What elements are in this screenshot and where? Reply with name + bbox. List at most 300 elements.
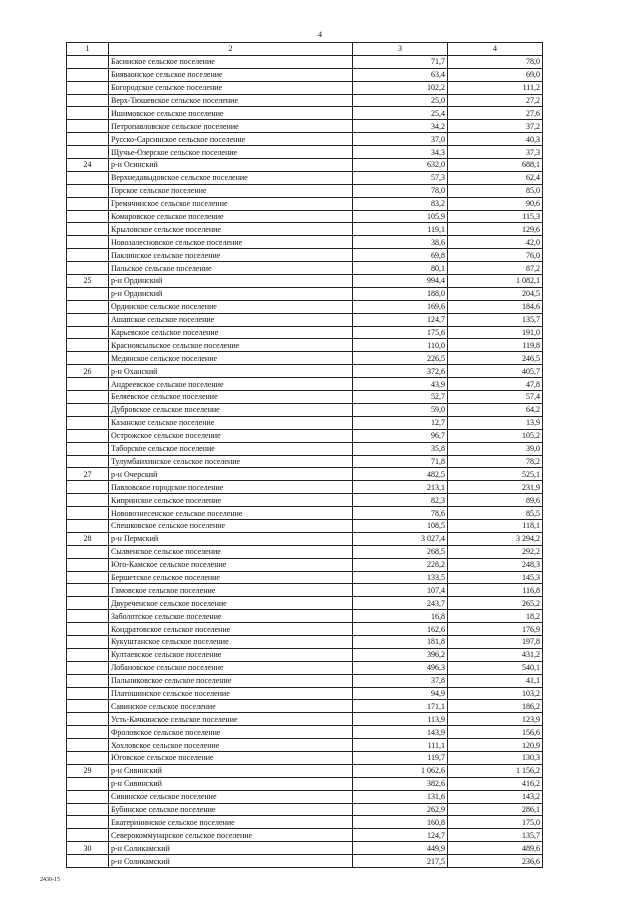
territory-name-cell: Андреевское сельское поселение — [109, 378, 353, 391]
row-number-cell — [67, 378, 109, 391]
territory-name-cell: Дубровское сельское поселение — [109, 403, 353, 416]
row-number-cell — [67, 184, 109, 197]
row-number-cell — [67, 481, 109, 494]
row-number-cell — [67, 597, 109, 610]
table-row — [67, 571, 543, 584]
territory-name-cell: Северокоммунарское сельское поселение — [109, 829, 353, 842]
territory-name-cell: Платошинское сельское поселение — [109, 687, 353, 700]
value-col3-cell: 71,8 — [353, 455, 448, 468]
value-col3-cell: 57,3 — [353, 171, 448, 184]
territory-name-cell: Сылвенское сельское поселение — [109, 545, 353, 558]
value-col4-cell: 405,7 — [448, 365, 543, 378]
table-row — [67, 842, 543, 855]
territory-name-cell: Горское сельское поселение — [109, 184, 353, 197]
row-number-cell — [67, 610, 109, 623]
row-number-cell: 28 — [67, 532, 109, 545]
value-col3-cell: 496,3 — [353, 661, 448, 674]
table-body — [67, 55, 543, 867]
table-row — [67, 803, 543, 816]
budget-table — [66, 42, 543, 868]
territory-name-cell: Усть-Качкинское сельское поселение — [109, 713, 353, 726]
row-number-cell: 26 — [67, 365, 109, 378]
value-col3-cell: 94,9 — [353, 687, 448, 700]
table-row — [67, 635, 543, 648]
value-col4-cell: 525,1 — [448, 468, 543, 481]
table-row — [67, 146, 543, 159]
value-col4-cell: 78,2 — [448, 455, 543, 468]
value-col3-cell: 382,6 — [353, 777, 448, 790]
territory-name-cell: Паклинское сельское поселение — [109, 249, 353, 262]
value-col4-cell: 246,5 — [448, 352, 543, 365]
row-number-cell — [67, 197, 109, 210]
table-row — [67, 275, 543, 288]
territory-name-cell: р-н Сивинский — [109, 777, 353, 790]
table-row — [67, 713, 543, 726]
row-number-cell — [67, 635, 109, 648]
table-row — [67, 455, 543, 468]
row-number-cell — [67, 442, 109, 455]
row-number-cell — [67, 68, 109, 81]
value-col3-cell: 994,4 — [353, 275, 448, 288]
row-number-cell — [67, 739, 109, 752]
territory-name-cell: Пальниковское сельское поселение — [109, 674, 353, 687]
territory-name-cell: Верхнедавыдовское сельское поселение — [109, 171, 353, 184]
table-row — [67, 120, 543, 133]
value-col3-cell: 105,9 — [353, 210, 448, 223]
table-row — [67, 197, 543, 210]
value-col4-cell: 489,6 — [448, 842, 543, 855]
territory-name-cell: Бубинское сельское поселение — [109, 803, 353, 816]
table-row — [67, 764, 543, 777]
table-row — [67, 107, 543, 120]
row-number-cell — [67, 55, 109, 68]
value-col3-cell: 37,8 — [353, 674, 448, 687]
row-number-cell — [67, 700, 109, 713]
value-col4-cell: 85,5 — [448, 507, 543, 520]
value-col3-cell: 133,5 — [353, 571, 448, 584]
value-col3-cell: 107,4 — [353, 584, 448, 597]
value-col3-cell: 108,5 — [353, 519, 448, 532]
value-col3-cell: 226,5 — [353, 352, 448, 365]
table-row — [67, 300, 543, 313]
table-row — [67, 519, 543, 532]
value-col3-cell: 124,7 — [353, 313, 448, 326]
value-col4-cell: 248,3 — [448, 558, 543, 571]
value-col3-cell: 262,9 — [353, 803, 448, 816]
value-col3-cell: 449,9 — [353, 842, 448, 855]
table-row — [67, 403, 543, 416]
table-row — [67, 159, 543, 172]
table-row — [67, 661, 543, 674]
value-col3-cell: 143,9 — [353, 726, 448, 739]
row-number-cell: 27 — [67, 468, 109, 481]
table-row — [67, 481, 543, 494]
territory-name-cell: Богородское сельское поселение — [109, 81, 353, 94]
value-col4-cell: 89,6 — [448, 494, 543, 507]
value-col4-cell: 231,9 — [448, 481, 543, 494]
value-col4-cell: 292,2 — [448, 545, 543, 558]
value-col3-cell: 34,2 — [353, 120, 448, 133]
value-col4-cell: 78,0 — [448, 55, 543, 68]
value-col4-cell: 197,8 — [448, 635, 543, 648]
table-row — [67, 597, 543, 610]
value-col3-cell: 162,6 — [353, 623, 448, 636]
territory-name-cell: Гамовское сельское поселение — [109, 584, 353, 597]
value-col3-cell: 71,7 — [353, 55, 448, 68]
value-col3-cell: 131,6 — [353, 790, 448, 803]
value-col4-cell: 184,6 — [448, 300, 543, 313]
table-row — [67, 81, 543, 94]
value-col3-cell: 113,9 — [353, 713, 448, 726]
value-col4-cell: 87,2 — [448, 262, 543, 275]
territory-name-cell: Бияваонское сельское поселение — [109, 68, 353, 81]
row-number-cell — [67, 133, 109, 146]
value-col3-cell: 78,6 — [353, 507, 448, 520]
territory-name-cell: Медянское сельское поселение — [109, 352, 353, 365]
value-col3-cell: 34,3 — [353, 146, 448, 159]
value-col4-cell: 42,0 — [448, 236, 543, 249]
table-row — [67, 249, 543, 262]
territory-name-cell: Нововознесенское сельское поселение — [109, 507, 353, 520]
row-number-cell: 30 — [67, 842, 109, 855]
row-number-cell — [67, 262, 109, 275]
territory-name-cell: Павловское городское поселение — [109, 481, 353, 494]
value-col3-cell: 268,5 — [353, 545, 448, 558]
value-col4-cell: 156,6 — [448, 726, 543, 739]
value-col4-cell: 116,8 — [448, 584, 543, 597]
territory-name-cell: Басинское сельское поселение — [109, 55, 353, 68]
value-col4-cell: 90,6 — [448, 197, 543, 210]
value-col3-cell: 228,2 — [353, 558, 448, 571]
territory-name-cell: Юго-Камское сельское поселение — [109, 558, 353, 571]
row-number-cell — [67, 855, 109, 868]
value-col4-cell: 143,2 — [448, 790, 543, 803]
territory-name-cell: Казанское сельское поселение — [109, 416, 353, 429]
row-number-cell — [67, 339, 109, 352]
table-row — [67, 287, 543, 300]
value-col3-cell: 25,4 — [353, 107, 448, 120]
row-number-cell — [67, 507, 109, 520]
value-col3-cell: 243,7 — [353, 597, 448, 610]
row-number-cell — [67, 777, 109, 790]
value-col3-cell: 175,6 — [353, 326, 448, 339]
table-row — [67, 584, 543, 597]
value-col3-cell: 372,6 — [353, 365, 448, 378]
value-col4-cell: 175,0 — [448, 816, 543, 829]
value-col3-cell: 124,7 — [353, 829, 448, 842]
footer-code: 2430-15 — [40, 877, 60, 883]
value-col4-cell: 186,2 — [448, 700, 543, 713]
value-col4-cell: 3 294,2 — [448, 532, 543, 545]
value-col3-cell: 632,0 — [353, 159, 448, 172]
value-col4-cell: 40,3 — [448, 133, 543, 146]
value-col3-cell: 102,2 — [353, 81, 448, 94]
value-col4-cell: 145,3 — [448, 571, 543, 584]
row-number-cell — [67, 674, 109, 687]
value-col3-cell: 37,0 — [353, 133, 448, 146]
table-row — [67, 184, 543, 197]
value-col3-cell: 78,0 — [353, 184, 448, 197]
territory-name-cell: Красноясыльское сельское поселение — [109, 339, 353, 352]
value-col4-cell: 69,0 — [448, 68, 543, 81]
territory-name-cell: Гремячинское сельское поселение — [109, 197, 353, 210]
territory-name-cell: Кипринское сельское поселение — [109, 494, 353, 507]
value-col3-cell: 1 062,6 — [353, 764, 448, 777]
table-row — [67, 326, 543, 339]
value-col4-cell: 37,2 — [448, 120, 543, 133]
row-number-cell — [67, 300, 109, 313]
value-col4-cell: 416,2 — [448, 777, 543, 790]
row-number-cell — [67, 751, 109, 764]
table-row — [67, 739, 543, 752]
table-row — [67, 623, 543, 636]
table-row — [67, 236, 543, 249]
territory-name-cell: Екатерининское сельское поселение — [109, 816, 353, 829]
row-number-cell — [67, 107, 109, 120]
table-row — [67, 558, 543, 571]
value-col3-cell: 111,1 — [353, 739, 448, 752]
table-row — [67, 700, 543, 713]
row-number-cell: 25 — [67, 275, 109, 288]
value-col3-cell: 12,7 — [353, 416, 448, 429]
table-row — [67, 313, 543, 326]
table-row — [67, 223, 543, 236]
territory-name-cell: Ординское сельское поселение — [109, 300, 353, 313]
territory-name-cell: Верх-Тюшевское сельское поселение — [109, 94, 353, 107]
value-col4-cell: 129,6 — [448, 223, 543, 236]
row-number-cell — [67, 816, 109, 829]
row-number-cell — [67, 726, 109, 739]
table-row — [67, 545, 543, 558]
value-col3-cell: 169,6 — [353, 300, 448, 313]
table-row — [67, 391, 543, 404]
value-col3-cell: 52,7 — [353, 391, 448, 404]
table-row — [67, 648, 543, 661]
table-row — [67, 55, 543, 68]
row-number-cell — [67, 648, 109, 661]
row-number-cell — [67, 313, 109, 326]
value-col3-cell: 16,8 — [353, 610, 448, 623]
value-col3-cell: 181,8 — [353, 635, 448, 648]
table-row — [67, 829, 543, 842]
table-row — [67, 726, 543, 739]
territory-name-cell: р-н Сивинский — [109, 764, 353, 777]
table-row — [67, 674, 543, 687]
value-col4-cell: 191,0 — [448, 326, 543, 339]
row-number-cell — [67, 687, 109, 700]
column-header-4: 4 — [448, 43, 543, 56]
value-col4-cell: 115,3 — [448, 210, 543, 223]
value-col4-cell: 47,8 — [448, 378, 543, 391]
column-header-3: 3 — [353, 43, 448, 56]
column-header-1: 1 — [67, 43, 109, 56]
row-number-cell: 24 — [67, 159, 109, 172]
row-number-cell — [67, 249, 109, 262]
table-row — [67, 610, 543, 623]
row-number-cell — [67, 623, 109, 636]
value-col4-cell: 27,2 — [448, 94, 543, 107]
territory-name-cell: Таборское сельское поселение — [109, 442, 353, 455]
value-col3-cell: 38,6 — [353, 236, 448, 249]
row-number-cell — [67, 81, 109, 94]
table-row — [67, 507, 543, 520]
row-number-cell — [67, 455, 109, 468]
value-col3-cell: 171,1 — [353, 700, 448, 713]
row-number-cell — [67, 120, 109, 133]
territory-name-cell: Хохловское сельское поселение — [109, 739, 353, 752]
table-row — [67, 210, 543, 223]
value-col4-cell: 1 156,2 — [448, 764, 543, 777]
value-col4-cell: 120,9 — [448, 739, 543, 752]
value-col3-cell: 69,8 — [353, 249, 448, 262]
value-col3-cell: 119,1 — [353, 223, 448, 236]
value-col3-cell: 217,5 — [353, 855, 448, 868]
value-col3-cell: 80,1 — [353, 262, 448, 275]
territory-name-cell: Русско-Сарсинское сельское поселение — [109, 133, 353, 146]
value-col4-cell: 18,2 — [448, 610, 543, 623]
territory-name-cell: Комаровское сельское поселение — [109, 210, 353, 223]
row-number-cell — [67, 210, 109, 223]
value-col3-cell: 3 027,4 — [353, 532, 448, 545]
value-col4-cell: 62,4 — [448, 171, 543, 184]
territory-name-cell: Тулумбаихинское сельское поселение — [109, 455, 353, 468]
table-row — [67, 68, 543, 81]
row-number-cell — [67, 713, 109, 726]
territory-name-cell: р-н Ординский — [109, 287, 353, 300]
territory-name-cell: р-н Пермский — [109, 532, 353, 545]
value-col4-cell: 41,1 — [448, 674, 543, 687]
value-col4-cell: 135,7 — [448, 829, 543, 842]
row-number-cell — [67, 790, 109, 803]
table-row — [67, 687, 543, 700]
value-col4-cell: 176,9 — [448, 623, 543, 636]
row-number-cell — [67, 171, 109, 184]
value-col4-cell: 1 082,1 — [448, 275, 543, 288]
value-col3-cell: 188,0 — [353, 287, 448, 300]
value-col4-cell: 111,2 — [448, 81, 543, 94]
value-col4-cell: 540,1 — [448, 661, 543, 674]
row-number-cell — [67, 519, 109, 532]
table-row — [67, 171, 543, 184]
table-row — [67, 442, 543, 455]
territory-name-cell: Юговское сельское поселение — [109, 751, 353, 764]
table-row — [67, 816, 543, 829]
row-number-cell — [67, 352, 109, 365]
value-col4-cell: 123,9 — [448, 713, 543, 726]
territory-name-cell: Кондратовское сельское поселение — [109, 623, 353, 636]
row-number-cell — [67, 661, 109, 674]
value-col4-cell: 286,1 — [448, 803, 543, 816]
territory-name-cell: Новозалесновское сельское поселение — [109, 236, 353, 249]
territory-name-cell: Беляевское сельское поселение — [109, 391, 353, 404]
territory-name-cell: Острожское сельское поселение — [109, 429, 353, 442]
value-col3-cell: 83,2 — [353, 197, 448, 210]
territory-name-cell: р-н Оханский — [109, 365, 353, 378]
table-row — [67, 416, 543, 429]
territory-name-cell: Бершетское сельское поселение — [109, 571, 353, 584]
value-col4-cell: 688,1 — [448, 159, 543, 172]
row-number-cell — [67, 803, 109, 816]
row-number-cell — [67, 403, 109, 416]
value-col3-cell: 213,1 — [353, 481, 448, 494]
territory-name-cell: р-н Соликамский — [109, 842, 353, 855]
table-row — [67, 777, 543, 790]
value-col4-cell: 39,0 — [448, 442, 543, 455]
row-number-cell — [67, 236, 109, 249]
territory-name-cell: Петропавловское сельское поселение — [109, 120, 353, 133]
value-col4-cell: 76,0 — [448, 249, 543, 262]
value-col4-cell: 135,7 — [448, 313, 543, 326]
table-row — [67, 378, 543, 391]
value-col3-cell: 396,2 — [353, 648, 448, 661]
value-col3-cell: 59,0 — [353, 403, 448, 416]
territory-name-cell: Крыловское сельское поселение — [109, 223, 353, 236]
value-col4-cell: 118,1 — [448, 519, 543, 532]
value-col4-cell: 27,6 — [448, 107, 543, 120]
row-number-cell — [67, 391, 109, 404]
value-col4-cell: 119,8 — [448, 339, 543, 352]
row-number-cell — [67, 545, 109, 558]
value-col4-cell: 130,3 — [448, 751, 543, 764]
value-col4-cell: 57,4 — [448, 391, 543, 404]
territory-name-cell: Заболотское сельское поселение — [109, 610, 353, 623]
value-col3-cell: 110,0 — [353, 339, 448, 352]
territory-name-cell: р-н Соликамский — [109, 855, 353, 868]
table-row — [67, 133, 543, 146]
row-number-cell — [67, 829, 109, 842]
row-number-cell — [67, 494, 109, 507]
column-header-2: 2 — [109, 43, 353, 56]
table-row — [67, 365, 543, 378]
territory-name-cell: Пальское сельское поселение — [109, 262, 353, 275]
table-row — [67, 532, 543, 545]
value-col3-cell: 25,0 — [353, 94, 448, 107]
value-col4-cell: 103,2 — [448, 687, 543, 700]
table-row — [67, 352, 543, 365]
table-row — [67, 855, 543, 868]
row-number-cell — [67, 571, 109, 584]
table-row — [67, 94, 543, 107]
territory-name-cell: Кукуштанское сельское поселение — [109, 635, 353, 648]
territory-name-cell: Култаевское сельское поселение — [109, 648, 353, 661]
territory-name-cell: Ашапское сельское поселение — [109, 313, 353, 326]
value-col3-cell: 35,8 — [353, 442, 448, 455]
table-row — [67, 262, 543, 275]
row-number-cell — [67, 558, 109, 571]
value-col4-cell: 431,2 — [448, 648, 543, 661]
table-row — [67, 429, 543, 442]
row-number-cell — [67, 416, 109, 429]
value-col4-cell: 204,5 — [448, 287, 543, 300]
value-col3-cell: 119,7 — [353, 751, 448, 764]
row-number-cell — [67, 94, 109, 107]
territory-name-cell: Савинское сельское поселение — [109, 700, 353, 713]
value-col4-cell: 105,2 — [448, 429, 543, 442]
row-number-cell — [67, 223, 109, 236]
territory-name-cell: Спешковское сельское поселение — [109, 519, 353, 532]
territory-name-cell: Двуреченское сельское поселение — [109, 597, 353, 610]
value-col3-cell: 160,8 — [353, 816, 448, 829]
table-row — [67, 790, 543, 803]
row-number-cell — [67, 146, 109, 159]
value-col4-cell: 236,6 — [448, 855, 543, 868]
territory-name-cell: Карьевское сельское поселение — [109, 326, 353, 339]
row-number-cell — [67, 326, 109, 339]
row-number-cell — [67, 429, 109, 442]
value-col3-cell: 43,9 — [353, 378, 448, 391]
value-col4-cell: 265,2 — [448, 597, 543, 610]
table-row — [67, 468, 543, 481]
